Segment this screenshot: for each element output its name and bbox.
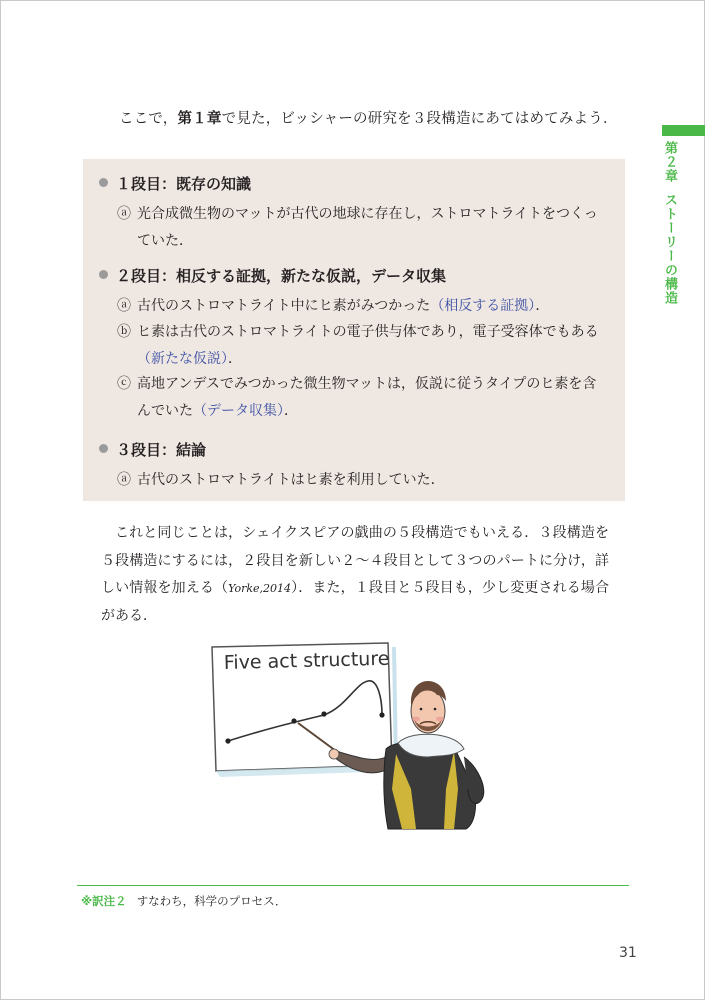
chapter-tab — [662, 141, 679, 305]
bullet-dot-icon — [99, 178, 108, 187]
item-end: ． — [284, 403, 298, 419]
footnote-divider — [77, 885, 629, 886]
circled-letter-icon: ⓐ — [117, 298, 131, 314]
section-heading-1 — [99, 173, 251, 194]
list-item-text — [117, 293, 609, 320]
item-end: ． — [228, 351, 242, 367]
body-paragraph — [101, 520, 609, 630]
paragraph-text: これと同じことは，シェイクスピアの戯曲の５段構造でもいえる．３段構造を５段構造にするには，２段目を新しい２〜４段目として３つのパートに分け，詳しい情報を加える（ — [101, 525, 609, 596]
bullet-dot-icon — [99, 270, 108, 279]
item-end: ． — [535, 298, 550, 314]
footnote-text: すなわち，科学のプロセス． — [136, 894, 287, 908]
chapter-tab-number: 第２章 — [662, 141, 677, 183]
shakespeare-illustration — [206, 639, 506, 831]
section-heading-text: ３段目：結論 — [116, 441, 207, 459]
item-highlight: （新たな仮説） — [137, 351, 228, 367]
intro-prefix: ここで， — [119, 111, 178, 127]
section-heading-text: ２段目：相反する証拠，新たな仮説，データ収集 — [116, 267, 447, 285]
list-item-text: 古代のストロマトライトはヒ素を利用していた． — [137, 472, 445, 488]
section-heading-3 — [99, 439, 206, 460]
intro-sentence — [119, 107, 618, 128]
list-item — [117, 319, 609, 373]
section-heading-2 — [99, 265, 446, 286]
list-item — [117, 201, 609, 255]
footnote — [81, 893, 287, 909]
list-item — [117, 293, 609, 320]
list-item — [117, 467, 609, 494]
footnote-label: ※訳注２ — [81, 894, 127, 908]
circled-letter-icon: ⓐ — [117, 206, 131, 222]
chapter-tab-title: ストーリーの構造 — [662, 193, 677, 305]
paragraph-text-end: ）．また，１段目と５段目も，少し変更される場合がある． — [101, 580, 610, 624]
list-item-text — [117, 371, 609, 425]
citation: Yorke,2014 — [228, 582, 292, 595]
item-highlight: （データ収集） — [193, 403, 284, 419]
circled-letter-icon: ⓒ — [117, 376, 131, 392]
list-item-text — [117, 319, 609, 373]
list-item — [117, 371, 609, 425]
item-body: 高地アンデスでみつかった微生物マットは，仮説に従うタイプのヒ素を含んでいた — [137, 376, 597, 419]
circled-letter-icon: ⓑ — [117, 324, 131, 340]
bullet-dot-icon — [99, 444, 108, 453]
item-body: ヒ素は古代のストロマトライトの電子供与体であり，電子受容体でもある — [137, 324, 599, 340]
circled-letter-icon: ⓐ — [117, 472, 131, 488]
section-heading-text: １段目：既存の知識 — [116, 175, 252, 193]
intro-suffix: で見た，ビッシャーの研究を３段構造にあてはめてみよう． — [221, 111, 618, 127]
list-item-text: 光合成微生物のマットが古代の地球に存在し，ストロマトライトをつくっていた． — [137, 206, 598, 249]
page-number: 31 — [619, 945, 637, 961]
item-highlight: （相反する証拠） — [430, 298, 536, 314]
item-body: 古代のストロマトライト中にヒ素がみつかった — [137, 298, 431, 314]
intro-chapter-ref: 第１章 — [177, 111, 222, 127]
board-title: Five act structure — [223, 647, 390, 674]
chapter-tab-bar — [662, 125, 705, 136]
